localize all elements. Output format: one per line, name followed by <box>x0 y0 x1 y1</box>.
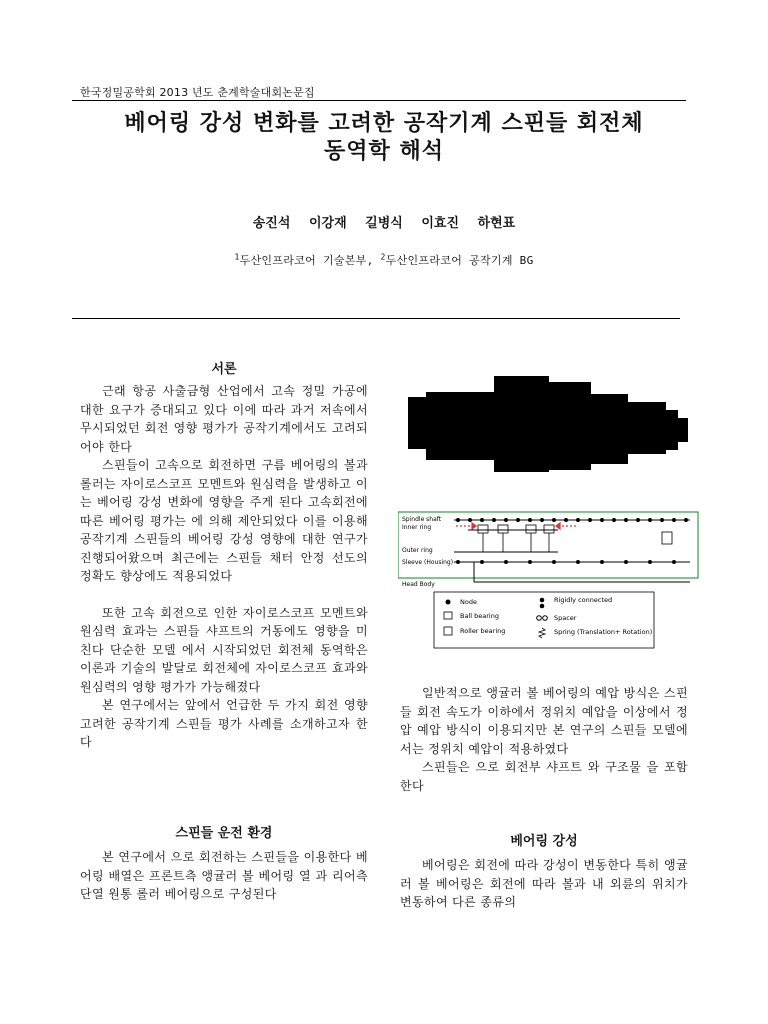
label-head-body: Head Body <box>402 581 435 588</box>
legend-spring: Spring (Translation+ Rotation) <box>554 628 653 636</box>
affil-marker-2: 2 <box>380 252 386 262</box>
authors: 송진석 이강재 길병식 이효진 하현표 <box>252 216 516 231</box>
label-sleeve: Sleeve (Housing) <box>402 559 454 566</box>
paper-title-line2: 동역학 해석 <box>324 139 444 164</box>
paper-title-line1: 베어링 강성 변화를 고려한 공작기계 스핀들 회전체 <box>124 111 644 136</box>
legend-rigid: Rigidly connected <box>554 596 613 604</box>
right-column-body <box>400 684 688 795</box>
section-heading-spindle-env: 스핀들 운전 환경 <box>175 826 273 841</box>
left-column-body-2 <box>80 848 373 904</box>
affil-1: 두산인프라코어 기술본부, <box>239 254 381 267</box>
legend-node-icon <box>446 600 451 605</box>
diagram-frame <box>398 512 698 578</box>
preload-paragraph: 일반적으로 앵귤러 볼 베어링의 예압 방식은 스핀들 회전 속도가 이하에서 정위치 예압을 이상에서 정압 예압 방식이 이용되지만 본 연구의 스핀들 모델에서는 정위치 예압이 적용하였다 <box>400 686 688 756</box>
legend-ball: Ball bearing <box>460 612 499 620</box>
affil-2: 두산인프라코어 공작기계 BG <box>385 254 534 267</box>
legend-rigid-icon <box>540 598 545 603</box>
intro-paragraph-4: 본 연구에서는 앞에서 언급한 두 가지 회전 영향 고려한 공작기계 스핀들 평가 사례를 소개하고자 한다 <box>80 698 373 749</box>
section-heading-intro: 서론 <box>211 362 237 377</box>
legend-node: Node <box>460 598 477 606</box>
label-inner-ring: Inner ring <box>402 524 432 531</box>
intro-paragraph-1: 근래 항공 사출금형 산업에서 고속 정밀 가공에 대한 요구가 증대되고 있다 이에 따라 과거 저속에서 무시되었던 회전 영향 평가가 공작기계에서도 고려되어야 한다 <box>80 384 373 454</box>
spindle-env-paragraph: 본 연구에서 으로 회전하는 스핀들을 이용한다 베어링 배열은 프론트측 앵귤러 볼 베어링 열 과 리어측 단열 원통 롤러 베어링으로 구성된다 <box>80 850 373 901</box>
intro-paragraph-2: 스핀들이 고속으로 회전하면 구름 베어링의 볼과 롤러는 자이로스코프 모멘트와 원심력을 발생하고 이는 베어링 강성 변화에 영향을 주게 된다 고속회전에 따른 베어링 평가는 에 의해 제안되었다 이를 이용해 공작기계 스핀들의 베어링 강성 영향에 대한 연구가 진행되어왔으며 최근에는 스핀들 채터 안정 선도의 정확도 향상에도 적용되었다 <box>80 458 373 583</box>
legend-roller: Roller bearing <box>460 627 506 635</box>
right-column-body-2 <box>400 856 693 912</box>
legend-spacer: Spacer <box>554 614 577 622</box>
label-outer-ring: Outer ring <box>402 547 433 554</box>
spindle-figure <box>398 372 700 652</box>
affiliations <box>0 252 768 268</box>
spindle-silhouette <box>408 376 688 472</box>
section-heading-bearing-stiffness: 베어링 강성 <box>510 834 578 849</box>
left-column-body <box>80 382 373 752</box>
intro-paragraph-3: 또한 고속 회전으로 인한 자이로스코프 모멘트와 원심력 효과는 스핀들 샤프트의 거동에도 영향을 미친다 단순한 모델 에서 시작되었던 회전체 동역학은 이론과 기술의 발달로 회전체에 자이로스코프 효과와 원심력의 영향 평가가 가능해졌다 <box>80 605 373 694</box>
bearing-stiffness-paragraph: 베어링은 회전에 따라 강성이 변동한다 특히 앵귤러 볼 베어링은 회전에 따라 볼과 내 외륜의 위치가 변동하여 다른 종류의 <box>400 858 693 909</box>
journal-name: 한국정밀공학회 2013 년도 춘계학술대회논문집 <box>80 86 315 99</box>
header-rule <box>72 100 686 101</box>
spindle-structure-paragraph: 스핀들은 으로 회전부 샤프트 와 구조물 을 포함한다 <box>400 760 688 793</box>
abstract-rule <box>72 318 680 319</box>
label-spindle-shaft: Spindle shaft <box>402 516 442 523</box>
affil-marker-1: 1 <box>234 252 240 262</box>
